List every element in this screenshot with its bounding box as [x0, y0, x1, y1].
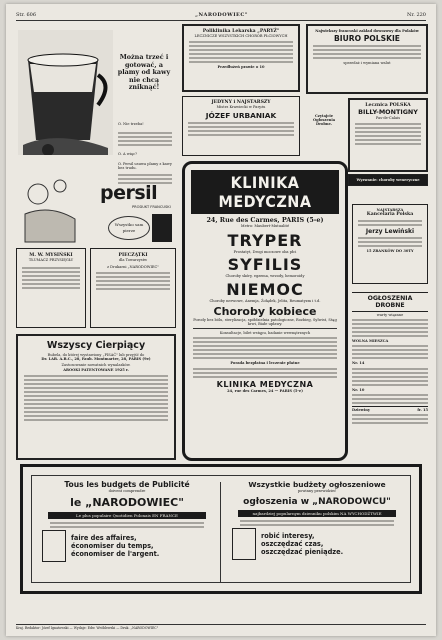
urbaniak-name: JÓZEF URBANIAK: [205, 110, 277, 120]
pl-sub: powinny przewidzieć: [297, 489, 337, 493]
fr-arrow-icon: [42, 530, 66, 562]
disease-kobiece-sub: Porody bez bólu, sterylizacja, spółdzielnia patologiczne, Rozbieg, Sylwist, Stąg krwi, Białe upławy.: [193, 317, 337, 327]
poliklinika-foot: Przedłużeń prawie o 10: [217, 64, 265, 69]
drobne-title: OGŁOSZENIA DROBNE: [352, 292, 428, 312]
kancelaria-l2: Kancelaria Polska: [366, 212, 414, 218]
drobne-text-3: [352, 368, 428, 386]
fr-claim-2: économiser du temps,: [71, 542, 154, 550]
drobne-price: fr. 15: [417, 407, 428, 412]
biuro-l3: sprzedaż i wymiana walut: [343, 61, 391, 66]
lecznica-l3: Pas-de-Calais: [375, 116, 401, 121]
kancelaria-text-2: [358, 237, 422, 247]
tlumacz-title: M. W. MYSIŃSKI: [29, 253, 73, 258]
klinika-text-2: [193, 368, 337, 378]
persil-ad: [14, 24, 174, 244]
pl-claims: [228, 528, 406, 560]
newspaper-title: „NARODOWIEC": [195, 12, 248, 18]
drobne-text-5: [352, 414, 428, 424]
persil-tag: Wszystko sam pierze: [108, 216, 150, 240]
coffee-answer-2: O. A więc?: [118, 152, 138, 156]
lecznica-text: [355, 123, 421, 145]
fr-claim-3: économiser de l'argent.: [71, 550, 160, 559]
cierpiacy-line3: Zastosowanie nowatnich wynalazków.: [61, 363, 131, 368]
issue-number: Nr. 220: [407, 12, 426, 18]
coffee-answer-text: [118, 130, 172, 148]
tlumacz-ad: [16, 248, 86, 328]
lecznica-l2: BILLY-MONTIGNY: [358, 108, 418, 117]
pieczatki-title: PIECZĄTKI: [118, 253, 148, 258]
disease-syfilis-sub: Choroby skóry, egzema, wrzody, hemoroidy: [225, 274, 305, 279]
disease-niemoc: NIEMOC: [226, 279, 304, 299]
czytajcie-l2: Ogłoszenia: [312, 118, 336, 123]
page-header: [16, 10, 426, 21]
hand-bubbles-illustration: [20, 174, 80, 244]
biuro-l1: Najwiekszy francuski zakład dowozowy dla Polaków: [315, 29, 419, 33]
banner-divider: [220, 482, 221, 582]
lecznica-l1: Lecznica POLSKA: [365, 103, 411, 108]
disease-tryper-sub: Prostatyt, Drogi moczowe oba płci: [233, 250, 297, 255]
coffee-cup-illustration: [18, 30, 113, 155]
pl-name: ogłoszenia w „NARODOWCU": [243, 497, 391, 508]
fr-sub: doivent comprendre: [108, 489, 146, 493]
disease-syfilis: SYFILIS: [227, 255, 303, 275]
poliklinika-ad: [182, 24, 300, 92]
poliklinika-text: [189, 41, 293, 63]
narodowiec-banner: [20, 464, 422, 594]
biuro-ad: [306, 24, 428, 94]
poliklinika-sub: LECZNICZE WSZYSTKICH CHORÓB PŁCIOWYCH: [194, 34, 288, 39]
cierpiacy-line2: Dr. LAB. A.B.C., 28, Faub. Montmartre, 28, PARIS (9e): [41, 357, 151, 362]
drobne-section: [352, 292, 428, 460]
page-footer: Kraj. Redaktor: Józef Ignatowski — Wydaje: Edw. Wróblewski — Druk. „NARODOWIEC": [16, 624, 426, 630]
klinika-address-sub: Metro: Maubert-Mutualité: [240, 224, 290, 228]
drobne-col2: Dziewiny: [352, 407, 370, 412]
czytajcie-l1: Czytajcie: [314, 114, 334, 118]
klinika-title: KLINIKA MEDYCZNA: [191, 170, 339, 214]
kancelaria-l4: 15 ZRANKÓW DO 30TY: [366, 248, 414, 253]
page-number: Str. 606: [16, 12, 36, 18]
fr-strip: Le plus populaire Quotidien Polonais EN FRANCE: [48, 512, 206, 519]
klinika-address: 24, Rue des Carmes, PARIS (5-e): [206, 216, 324, 224]
cierpiacy-text: [24, 375, 168, 421]
banner-inner: [31, 475, 411, 583]
cierpiacy-line4: AROOKI PATENTOWANE 1925 r.: [63, 367, 129, 372]
klinika-ad: [182, 161, 348, 461]
urbaniak-ad: [182, 96, 300, 156]
pl-claim-2: oszczędzać czas,: [261, 540, 324, 548]
tlumacz-text: [22, 267, 80, 289]
fr-claim-1: faire des affaires,: [71, 533, 137, 542]
klinika-p1: Konsultacje, bilet wstępu, badanie wewnętrznych: [219, 331, 311, 336]
drobne-text-1: [352, 319, 428, 337]
biuro-text: [313, 45, 421, 59]
fr-text: [50, 522, 204, 528]
drobne-sub: warty wiązane: [376, 313, 404, 317]
kancelaria-name: Jerzy Lewiński: [365, 227, 415, 235]
persil-package-icon: [152, 214, 172, 242]
fr-claims: [38, 530, 216, 562]
urbaniak-l1: JEDYNY i NAJSTARSZY: [211, 100, 271, 105]
drobne-text-2: [352, 345, 428, 359]
czytajcie-ad: [304, 100, 344, 150]
cierpiacy-title: Wszyscy Cierpiący: [46, 340, 146, 351]
klinika-text: [193, 337, 337, 359]
pieczatki-ad: [90, 248, 176, 328]
wyzwanie-strip: [348, 174, 428, 186]
klinika-foot-addr: 24, rue des Carmes, 24 — PARIS (5-e): [227, 388, 303, 393]
disease-niemoc-sub: Choroby nerwowe, Anemja, Żołądek, Jelita, Reumatyzm i t.d.: [209, 298, 321, 303]
coffee-question: Można trzeć i gotować, a plamy od kawy nie chcą zniknąć!: [117, 53, 171, 92]
poliklinika-title: Poliklinika Lekarska „PARYŻ": [202, 29, 280, 34]
pl-strip: najbardziej popularnym dzienniku polskim NA WYCHODŹTWIE: [238, 510, 396, 517]
pieczatki-body: z Drukarni „NARODOWIEC": [107, 264, 159, 269]
pl-text: [240, 520, 394, 526]
pl-claim-1: robić interesy,: [261, 531, 315, 540]
czytajcie-l3: Drobne.: [315, 122, 333, 127]
disease-kobiece: Choroby kobiece: [213, 304, 317, 318]
kancelaria-ad: [352, 204, 428, 284]
drobne-n1: Nr. 14: [352, 361, 365, 366]
fr-title: Tous les budgets de Publicité: [64, 480, 190, 489]
kancelaria-l1: NAJSTARSZA: [376, 208, 404, 212]
wyzwanie-text: Wyzwanie: choroby weneryczne: [356, 178, 420, 182]
urbaniak-text: [188, 122, 294, 136]
banner-polish: [228, 480, 406, 584]
pieczatki-text: [96, 272, 170, 290]
pl-title: Wszystkie budżety ogłoszeniowe: [248, 480, 386, 489]
pl-arrow-icon: [232, 528, 256, 560]
drobne-n2: Nr. 10: [352, 387, 365, 392]
coffee-answer-1: O. Nie trzeba!: [118, 122, 144, 126]
klinika-p2: Porada bezpłatna i leczenie płatne: [230, 361, 300, 366]
pl-claim-3: oszczędzać pieniądze.: [261, 548, 344, 557]
cierpiacy-line1: Rubela, do której wystawiony „PISAĆ" lub przyjść do: [47, 353, 145, 357]
persil-brand-sub: PRODUKT FRANCUSKI: [132, 205, 171, 209]
drobne-col1: WOLNA MIESZCA: [352, 339, 389, 344]
kancelaria-text: [358, 220, 422, 226]
klinika-foot: KLINIKA MEDYCZNA: [216, 379, 314, 389]
drobne-price-row: [352, 406, 428, 412]
persil-brand: persil: [100, 182, 158, 204]
lecznica-ad: [348, 98, 428, 172]
biuro-name: BIURO POLSKIE: [334, 34, 400, 44]
cierpiacy-ad: [16, 334, 176, 460]
pieczatki-sub: dla Towarzystw: [118, 258, 148, 263]
urbaniak-l2: Mistrz Krawiecki w Paryżu: [216, 105, 266, 110]
drobne-text-4: [352, 394, 428, 404]
disease-tryper: TRYPER: [227, 231, 303, 251]
klinika-divider: [193, 328, 337, 329]
fr-name: le „NARODOWIEC": [70, 496, 184, 510]
newspaper-page: [6, 4, 436, 636]
tlumacz-sub: TŁUMACZ PRZYSIĘGŁY: [28, 258, 74, 263]
coffee-answer-3: O. Persil usuwa plamy z kawy bez trudu.: [118, 162, 172, 171]
banner-french: [38, 480, 216, 584]
